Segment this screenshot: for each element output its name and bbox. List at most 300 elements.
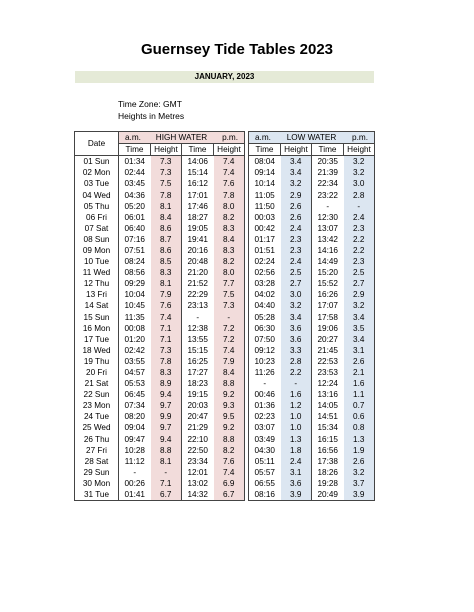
hw-pm-height-cell: 9.2: [214, 422, 245, 433]
date-cell: 31 Tue: [75, 489, 119, 501]
lw-am-height-cell: 2.9: [281, 189, 312, 200]
lw-pm-height-cell: 0.6: [344, 411, 375, 422]
date-cell: 28 Sat: [75, 456, 119, 467]
date-cell: 09 Mon: [75, 245, 119, 256]
date-column-header: Date: [75, 132, 119, 156]
hw-pm-time-cell: 16:12: [182, 178, 214, 189]
hw-am-height-cell: 6.7: [151, 489, 182, 501]
hw-pm-height-cell: 6.9: [214, 478, 245, 489]
timezone-label: Time Zone: GMT: [118, 99, 182, 109]
hw-am-height-cell: 8.6: [151, 223, 182, 234]
lw-am-height-cell: 3.4: [281, 156, 312, 168]
lw-am-height-cell: 3.2: [281, 300, 312, 311]
lw-am-height-cell: -: [281, 378, 312, 389]
hw-pm-time-cell: 22:10: [182, 434, 214, 445]
lw-pm-height-cell: 0.7: [344, 400, 375, 411]
date-cell: 06 Fri: [75, 212, 119, 223]
lw-am-time-cell: 11:26: [249, 367, 281, 378]
hw-am-time-cell: 09:04: [119, 422, 151, 433]
hw-pm-height-cell: 8.2: [214, 212, 245, 223]
hw-am-height-cell: 7.6: [151, 300, 182, 311]
lw-am-time-cell: 01:51: [249, 245, 281, 256]
hw-pm-time-cell: 20:47: [182, 411, 214, 422]
lw-pm-time-cell: 17:38: [312, 456, 344, 467]
lw-pm-time-cell: 17:07: [312, 300, 344, 311]
hw-am-height-cell: 7.3: [151, 345, 182, 356]
hw-am-time-cell: 10:28: [119, 445, 151, 456]
hw-am-height-cell: 8.4: [151, 212, 182, 223]
hw-pm-height-header: Height: [214, 144, 245, 156]
hw-am-time-cell: 05:20: [119, 201, 151, 212]
lw-pm-height-header: Height: [344, 144, 375, 156]
table-group-header: [75, 132, 375, 144]
lw-am-time-cell: 00:03: [249, 212, 281, 223]
table-row: [75, 278, 375, 289]
lw-pm-height-cell: 2.1: [344, 367, 375, 378]
lw-am-time-cell: 10:23: [249, 356, 281, 367]
hw-am-height-cell: 7.1: [151, 478, 182, 489]
lw-pm-height-cell: 3.2: [344, 467, 375, 478]
date-cell: 07 Sat: [75, 223, 119, 234]
table-row: [75, 245, 375, 256]
lw-am-height-cell: 3.6: [281, 334, 312, 345]
lw-pm-time-cell: 17:58: [312, 312, 344, 323]
table-row: [75, 156, 375, 168]
hw-am-time-cell: 01:34: [119, 156, 151, 168]
hw-pm-height-cell: 8.8: [214, 378, 245, 389]
hw-pm-time-cell: 19:05: [182, 223, 214, 234]
lw-am-height-cell: 2.4: [281, 456, 312, 467]
lw-am-time-cell: 05:57: [249, 467, 281, 478]
hw-am-time-cell: 10:45: [119, 300, 151, 311]
hw-am-time-cell: 06:40: [119, 223, 151, 234]
hw-am-time-cell: 06:01: [119, 212, 151, 223]
lw-pm-height-cell: 3.5: [344, 323, 375, 334]
hw-pm-time-cell: 15:14: [182, 167, 214, 178]
date-cell: 05 Thu: [75, 201, 119, 212]
lw-am-time-cell: 05:28: [249, 312, 281, 323]
units-label: Heights in Metres: [118, 111, 185, 121]
lw-am-time-cell: 06:30: [249, 323, 281, 334]
hw-pm-height-cell: 7.4: [214, 167, 245, 178]
lw-pm-height-cell: 3.4: [344, 334, 375, 345]
hw-am-height-cell: 8.7: [151, 234, 182, 245]
hw-am-time-cell: 07:51: [119, 245, 151, 256]
hw-pm-time-cell: 22:50: [182, 445, 214, 456]
lw-am-height-cell: 2.6: [281, 212, 312, 223]
date-cell: 23 Mon: [75, 400, 119, 411]
lw-pm-time-cell: 13:42: [312, 234, 344, 245]
hw-pm-time-cell: 16:25: [182, 356, 214, 367]
date-cell: 24 Tue: [75, 411, 119, 422]
table-row: [75, 400, 375, 411]
lw-am-height-cell: 3.4: [281, 167, 312, 178]
table-row: [75, 422, 375, 433]
tide-table-body: [75, 156, 375, 501]
lw-am-height-cell: 2.4: [281, 223, 312, 234]
lw-pm-height-cell: 2.2: [344, 234, 375, 245]
hw-pm-time-cell: 23:13: [182, 300, 214, 311]
hw-pm-height-cell: 7.3: [214, 300, 245, 311]
lw-am-height-cell: 1.0: [281, 422, 312, 433]
table-row: [75, 289, 375, 300]
lw-pm-height-cell: 3.0: [344, 178, 375, 189]
lw-am-height-cell: 2.3: [281, 234, 312, 245]
lw-am-height-cell: 3.4: [281, 312, 312, 323]
hw-pm-time-cell: -: [182, 312, 214, 323]
lw-am-time-cell: 04:02: [249, 289, 281, 300]
date-cell: 14 Sat: [75, 300, 119, 311]
hw-am-time-cell: 09:29: [119, 278, 151, 289]
date-cell: 01 Sun: [75, 156, 119, 168]
lw-am-time-cell: 08:04: [249, 156, 281, 168]
hw-pm-height-cell: 8.3: [214, 245, 245, 256]
date-cell: 26 Thu: [75, 434, 119, 445]
date-cell: 27 Fri: [75, 445, 119, 456]
lw-pm-time-cell: 20:49: [312, 489, 344, 501]
hw-pm-height-cell: 7.6: [214, 178, 245, 189]
hw-pm-time-cell: 14:32: [182, 489, 214, 501]
hw-am-time-cell: 08:20: [119, 411, 151, 422]
date-cell: 22 Sun: [75, 389, 119, 400]
table-row: [75, 411, 375, 422]
lw-am-height-cell: 1.8: [281, 445, 312, 456]
lw-pm-time-cell: 14:51: [312, 411, 344, 422]
lw-pm-height-cell: 2.3: [344, 223, 375, 234]
lw-pm-height-cell: 1.1: [344, 389, 375, 400]
hw-pm-time-cell: 12:01: [182, 467, 214, 478]
low-water-label: LOW WATER: [286, 133, 337, 143]
table-row: [75, 234, 375, 245]
lw-pm-time-cell: 16:26: [312, 289, 344, 300]
low-water-header: [249, 132, 375, 144]
hw-am-height-cell: 8.1: [151, 201, 182, 212]
lw-am-height-cell: 1.6: [281, 389, 312, 400]
table-row: [75, 334, 375, 345]
hw-am-height-cell: 7.8: [151, 356, 182, 367]
hw-pm-height-cell: 7.7: [214, 278, 245, 289]
lw-am-time-cell: 06:55: [249, 478, 281, 489]
lw-pm-time-cell: 14:16: [312, 245, 344, 256]
lw-am-time-cell: 01:17: [249, 234, 281, 245]
am-label: a.m.: [255, 133, 271, 143]
hw-pm-height-cell: 8.4: [214, 234, 245, 245]
lw-pm-height-cell: 2.9: [344, 289, 375, 300]
lw-pm-height-cell: 1.6: [344, 378, 375, 389]
hw-am-time-cell: 01:20: [119, 334, 151, 345]
hw-pm-height-cell: 7.5: [214, 289, 245, 300]
lw-pm-height-cell: 3.9: [344, 489, 375, 501]
hw-am-time-cell: 10:04: [119, 289, 151, 300]
hw-am-time-cell: 01:41: [119, 489, 151, 501]
lw-pm-time-cell: 21:45: [312, 345, 344, 356]
hw-pm-height-cell: 7.6: [214, 456, 245, 467]
hw-pm-height-cell: 9.3: [214, 400, 245, 411]
table-row: [75, 178, 375, 189]
lw-pm-time-cell: 22:34: [312, 178, 344, 189]
table-row: [75, 478, 375, 489]
lw-pm-height-cell: 2.7: [344, 278, 375, 289]
hw-pm-time-cell: 20:16: [182, 245, 214, 256]
hw-pm-height-cell: -: [214, 312, 245, 323]
date-cell: 18 Wed: [75, 345, 119, 356]
lw-pm-height-cell: 3.2: [344, 300, 375, 311]
lw-am-time-cell: 02:24: [249, 256, 281, 267]
lw-am-time-header: Time: [249, 144, 281, 156]
hw-pm-height-cell: 8.8: [214, 434, 245, 445]
lw-am-time-cell: 00:46: [249, 389, 281, 400]
date-cell: 13 Fri: [75, 289, 119, 300]
lw-pm-time-cell: 19:06: [312, 323, 344, 334]
lw-am-time-cell: 08:16: [249, 489, 281, 501]
lw-pm-time-cell: 14:05: [312, 400, 344, 411]
hw-am-height-cell: 7.4: [151, 312, 182, 323]
lw-am-height-header: Height: [281, 144, 312, 156]
hw-am-height-cell: 8.3: [151, 267, 182, 278]
lw-am-time-cell: 03:07: [249, 422, 281, 433]
lw-am-time-cell: 09:12: [249, 345, 281, 356]
date-cell: 02 Mon: [75, 167, 119, 178]
hw-am-time-cell: 03:55: [119, 356, 151, 367]
date-cell: 25 Wed: [75, 422, 119, 433]
lw-am-time-cell: 11:05: [249, 189, 281, 200]
hw-pm-height-cell: 7.4: [214, 156, 245, 168]
hw-am-height-cell: 9.9: [151, 411, 182, 422]
lw-am-time-cell: 10:14: [249, 178, 281, 189]
lw-pm-height-cell: 2.5: [344, 267, 375, 278]
lw-pm-height-cell: 3.2: [344, 156, 375, 168]
tide-table: [74, 131, 375, 501]
date-cell: 17 Tue: [75, 334, 119, 345]
date-cell: 16 Mon: [75, 323, 119, 334]
hw-am-time-cell: 08:56: [119, 267, 151, 278]
hw-pm-height-cell: 8.0: [214, 267, 245, 278]
lw-pm-height-cell: 1.3: [344, 434, 375, 445]
hw-am-time-cell: 07:16: [119, 234, 151, 245]
hw-pm-time-cell: 15:15: [182, 345, 214, 356]
lw-am-time-cell: 03:28: [249, 278, 281, 289]
lw-pm-height-cell: 2.6: [344, 356, 375, 367]
lw-am-time-cell: 04:40: [249, 300, 281, 311]
high-water-label: HIGH WATER: [155, 133, 208, 143]
hw-pm-height-cell: 7.2: [214, 334, 245, 345]
lw-am-time-cell: 04:30: [249, 445, 281, 456]
hw-pm-time-cell: 20:03: [182, 400, 214, 411]
lw-pm-height-cell: 3.4: [344, 312, 375, 323]
am-label: a.m.: [125, 133, 141, 143]
hw-am-time-header: Time: [119, 144, 151, 156]
hw-pm-height-cell: 7.4: [214, 345, 245, 356]
hw-pm-height-cell: 8.2: [214, 256, 245, 267]
date-cell: 29 Sun: [75, 467, 119, 478]
hw-am-height-cell: 7.3: [151, 156, 182, 168]
hw-am-height-header: Height: [151, 144, 182, 156]
lw-am-height-cell: 3.6: [281, 478, 312, 489]
lw-pm-time-cell: 13:07: [312, 223, 344, 234]
lw-am-height-cell: 1.3: [281, 434, 312, 445]
hw-pm-height-cell: 7.9: [214, 356, 245, 367]
date-cell: 04 Wed: [75, 189, 119, 200]
date-cell: 08 Sun: [75, 234, 119, 245]
lw-pm-height-cell: 0.8: [344, 422, 375, 433]
lw-pm-time-cell: 14:49: [312, 256, 344, 267]
hw-am-height-cell: 8.3: [151, 367, 182, 378]
lw-pm-time-cell: 13:16: [312, 389, 344, 400]
lw-am-height-cell: 3.2: [281, 178, 312, 189]
lw-am-time-cell: 02:23: [249, 411, 281, 422]
lw-am-time-cell: 05:11: [249, 456, 281, 467]
hw-pm-time-cell: 21:20: [182, 267, 214, 278]
hw-pm-time-cell: 13:02: [182, 478, 214, 489]
hw-am-height-cell: 9.4: [151, 389, 182, 400]
table-row: [75, 167, 375, 178]
table-row: [75, 212, 375, 223]
hw-am-time-cell: 07:34: [119, 400, 151, 411]
lw-pm-height-cell: 2.6: [344, 456, 375, 467]
table-column-header: [75, 144, 375, 156]
lw-pm-height-cell: 3.2: [344, 167, 375, 178]
table-row: [75, 456, 375, 467]
lw-pm-time-cell: 23:22: [312, 189, 344, 200]
lw-am-height-cell: 2.3: [281, 245, 312, 256]
hw-am-time-cell: 03:45: [119, 178, 151, 189]
hw-am-height-cell: 7.5: [151, 178, 182, 189]
lw-pm-height-cell: 3.7: [344, 478, 375, 489]
hw-pm-time-cell: 23:34: [182, 456, 214, 467]
lw-pm-time-cell: 15:20: [312, 267, 344, 278]
hw-pm-height-cell: 9.2: [214, 389, 245, 400]
date-cell: 21 Sat: [75, 378, 119, 389]
lw-am-height-cell: 1.2: [281, 400, 312, 411]
date-cell: 15 Sun: [75, 312, 119, 323]
hw-pm-time-cell: 12:38: [182, 323, 214, 334]
hw-pm-time-cell: 14:06: [182, 156, 214, 168]
lw-am-height-cell: 3.9: [281, 489, 312, 501]
hw-am-time-cell: 00:26: [119, 478, 151, 489]
date-cell: 10 Tue: [75, 256, 119, 267]
lw-pm-height-cell: 1.9: [344, 445, 375, 456]
lw-pm-time-cell: 19:28: [312, 478, 344, 489]
hw-am-time-cell: 02:42: [119, 345, 151, 356]
hw-am-time-cell: 08:24: [119, 256, 151, 267]
hw-pm-height-cell: 7.8: [214, 189, 245, 200]
lw-pm-time-cell: 16:15: [312, 434, 344, 445]
lw-pm-height-cell: 2.2: [344, 245, 375, 256]
hw-am-height-cell: 7.8: [151, 189, 182, 200]
hw-am-height-cell: 8.1: [151, 456, 182, 467]
hw-am-time-cell: 11:35: [119, 312, 151, 323]
table-row: [75, 356, 375, 367]
table-row: [75, 267, 375, 278]
lw-pm-time-cell: 18:26: [312, 467, 344, 478]
hw-pm-time-cell: 17:27: [182, 367, 214, 378]
hw-am-time-cell: 06:45: [119, 389, 151, 400]
pm-label: p.m.: [352, 133, 368, 143]
date-cell: 11 Wed: [75, 267, 119, 278]
table-row: [75, 312, 375, 323]
lw-pm-time-cell: 20:27: [312, 334, 344, 345]
lw-pm-time-cell: 12:30: [312, 212, 344, 223]
hw-am-height-cell: 8.9: [151, 378, 182, 389]
table-row: [75, 467, 375, 478]
hw-am-time-cell: -: [119, 467, 151, 478]
lw-pm-time-cell: 15:34: [312, 422, 344, 433]
lw-pm-height-cell: 3.1: [344, 345, 375, 356]
page-title: Guernsey Tide Tables 2023: [140, 41, 334, 58]
lw-pm-time-cell: 15:52: [312, 278, 344, 289]
hw-am-time-cell: 09:47: [119, 434, 151, 445]
hw-pm-time-cell: 13:55: [182, 334, 214, 345]
hw-pm-height-cell: 7.4: [214, 467, 245, 478]
hw-pm-time-cell: 18:23: [182, 378, 214, 389]
hw-pm-time-cell: 17:46: [182, 201, 214, 212]
lw-pm-time-cell: 20:35: [312, 156, 344, 168]
date-cell: 19 Thu: [75, 356, 119, 367]
table-row: [75, 256, 375, 267]
hw-pm-time-header: Time: [182, 144, 214, 156]
table-row: [75, 489, 375, 501]
hw-am-height-cell: 8.6: [151, 245, 182, 256]
lw-pm-time-cell: 16:56: [312, 445, 344, 456]
lw-am-height-cell: 1.0: [281, 411, 312, 422]
date-cell: 12 Thu: [75, 278, 119, 289]
hw-pm-height-cell: 8.2: [214, 445, 245, 456]
lw-am-height-cell: 2.4: [281, 256, 312, 267]
date-cell: 20 Fri: [75, 367, 119, 378]
table-row: [75, 189, 375, 200]
lw-am-height-cell: 2.6: [281, 201, 312, 212]
lw-pm-height-cell: 2.8: [344, 189, 375, 200]
lw-am-time-cell: 02:56: [249, 267, 281, 278]
lw-am-height-cell: 2.7: [281, 278, 312, 289]
table-row: [75, 201, 375, 212]
lw-am-time-cell: 01:36: [249, 400, 281, 411]
hw-pm-time-cell: 18:27: [182, 212, 214, 223]
lw-am-height-cell: 3.1: [281, 467, 312, 478]
lw-pm-height-cell: 2.3: [344, 256, 375, 267]
table-row: [75, 434, 375, 445]
lw-pm-time-cell: 21:39: [312, 167, 344, 178]
hw-am-height-cell: 9.7: [151, 400, 182, 411]
hw-pm-height-cell: 6.7: [214, 489, 245, 501]
hw-am-height-cell: 7.9: [151, 289, 182, 300]
hw-am-height-cell: 9.7: [151, 422, 182, 433]
table-row: [75, 223, 375, 234]
hw-am-time-cell: 04:36: [119, 189, 151, 200]
hw-am-time-cell: 11:12: [119, 456, 151, 467]
date-cell: 30 Mon: [75, 478, 119, 489]
pm-label: p.m.: [222, 133, 238, 143]
lw-pm-height-cell: 2.4: [344, 212, 375, 223]
lw-pm-time-cell: 12:24: [312, 378, 344, 389]
lw-am-height-cell: 3.3: [281, 345, 312, 356]
hw-am-height-cell: 7.3: [151, 167, 182, 178]
hw-pm-time-cell: 17:01: [182, 189, 214, 200]
hw-am-height-cell: 8.5: [151, 256, 182, 267]
lw-am-time-cell: 07:50: [249, 334, 281, 345]
lw-pm-time-cell: 23:53: [312, 367, 344, 378]
table-row: [75, 345, 375, 356]
hw-am-height-cell: 8.8: [151, 445, 182, 456]
table-row: [75, 389, 375, 400]
hw-am-height-cell: 7.1: [151, 334, 182, 345]
table-row: [75, 300, 375, 311]
hw-pm-time-cell: 21:52: [182, 278, 214, 289]
lw-am-time-cell: -: [249, 378, 281, 389]
lw-am-height-cell: 3.6: [281, 323, 312, 334]
table-row: [75, 445, 375, 456]
lw-pm-time-header: Time: [312, 144, 344, 156]
